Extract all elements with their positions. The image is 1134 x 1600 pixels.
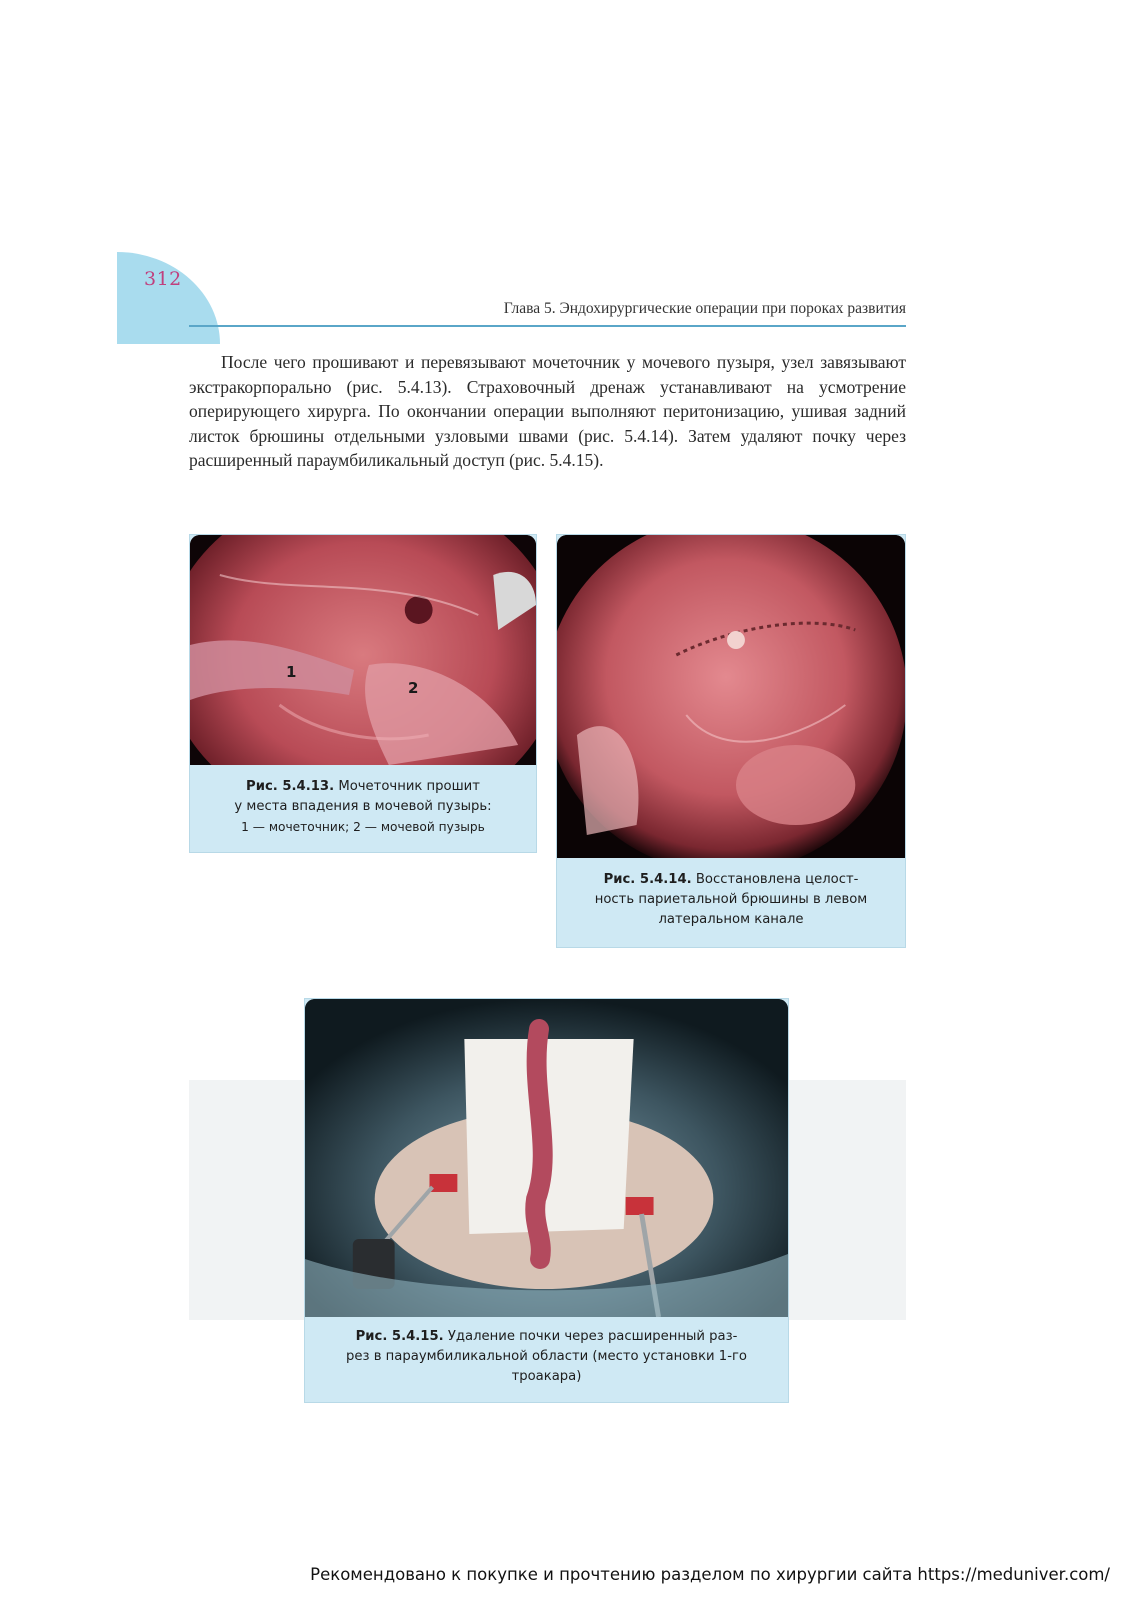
figure-5-4-14 <box>556 534 906 948</box>
header-rule <box>189 325 906 327</box>
footer-recommendation: Рекомендовано к покупке и прочтению разделом по хирургии сайта https://meduniver.com/ <box>310 1565 1110 1584</box>
caption-text: рез в параумбиликальной области (место установки 1-го <box>346 1349 747 1364</box>
running-head: Глава 5. Эндохирургические операции при пороках развития <box>503 300 906 317</box>
caption-text: латеральном канале <box>658 912 804 927</box>
caption-text: у места впадения в мочевой пузырь: <box>234 799 492 814</box>
figure-number: Рис. 5.4.13. <box>246 779 335 794</box>
figure-caption <box>567 870 895 930</box>
figure-5-4-13 <box>189 534 537 853</box>
endoscopic-photo-peritoneum <box>557 535 905 858</box>
caption-legend: 1 — мочеточник; 2 — мочевой пузырь <box>241 820 485 834</box>
body-paragraph: После чего прошивают и перевязывают мочеточник у мочевого пузыря, узел завязывают экстракорпорально (рис. 5.4.13). Страховочный дренаж устанавливают на усмотрение оперирующего хирурга. По окончании операции выполняют перитонизацию, ушивая задний листок брюшины отдельными узловыми швами (рис. 5.4.14). Затем удаляют почку через расширенный параумбиликальный доступ (рис. 5.4.15). <box>189 352 906 470</box>
page-number: 312 <box>144 268 182 290</box>
figure-number: Рис. 5.4.14. <box>603 872 692 887</box>
caption-text: Удаление почки через расширенный раз- <box>447 1329 738 1344</box>
caption-text: ность париетальной брюшины в левом <box>594 892 868 907</box>
figure-number: Рис. 5.4.15. <box>355 1329 444 1344</box>
caption-text: Мочеточник прошит <box>338 779 480 794</box>
figure-caption <box>200 777 526 837</box>
caption-text: Восстановлена целост- <box>695 872 859 887</box>
figure-caption <box>315 1327 778 1387</box>
endoscopic-photo-ureter <box>190 535 536 765</box>
figure-5-4-15 <box>304 998 789 1403</box>
operative-photo-kidney-removal <box>305 999 788 1317</box>
marker-1: 1 <box>286 663 297 681</box>
caption-text: троакара) <box>511 1369 582 1384</box>
page-number-tab <box>117 252 220 344</box>
marker-2: 2 <box>408 679 419 697</box>
